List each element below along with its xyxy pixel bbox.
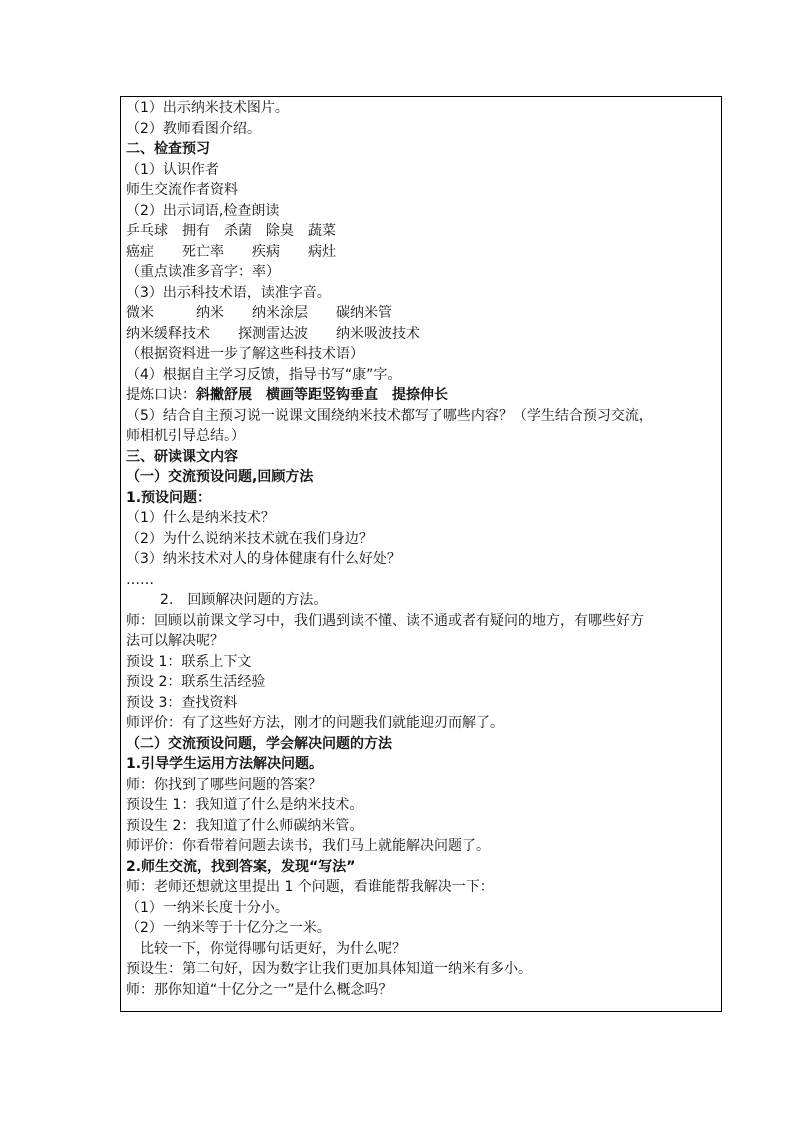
text-line [126,385,720,406]
text-line: 预设生 1：我知道了什么是纳米技术。 [126,797,364,813]
text-line: 预设生：第二句好，因为数字让我们更加具体知道一纳米有多小。 [126,961,532,977]
text-line: （2）出示词语,检查朗读 [126,202,280,219]
text-line-prefix: 提炼口诀： [126,387,196,403]
text-line: （重点读准多音字：率） [126,264,280,280]
text-line: （2）为什么说纳米技术就在我们身边？ [126,530,373,547]
text-line: 师：那你知道“十亿分之一”是什么概念吗？ [126,981,393,998]
text-line: 三、研读课文内容 [126,448,238,465]
text-line: （1）什么是纳米技术？ [126,510,275,526]
text-line: （3）出示科技术语，读准字音。 [126,284,331,301]
text-line: 2. 回顾解决问题的方法。 [160,592,328,608]
text-line: 乒乓球 拥有 杀菌 除臭 蔬菜 [126,223,336,239]
text-line: 1.预设问题： [126,489,212,506]
text-line: （3）纳米技术对人的身体健康有什么好处？ [126,551,401,567]
text-line: （2）一纳米等于十亿分之一米。 [126,920,331,936]
text-line: 预设 2：联系生活经验 [126,674,266,690]
text-line: 师生交流作者资料 [126,182,238,198]
text-line: 师相机引导总结。） [126,428,245,444]
text-line: （1）出示纳米技术图片。 [126,100,289,116]
text-line: 预设 3：查找资料 [126,694,238,711]
text-line: …… [126,571,154,588]
text-line: （2）教师看图介绍。 [126,120,261,137]
text-line: 1.引导学生运用方法解决问题。 [126,756,324,772]
text-line: （4）根据自主学习反馈，指导书写“康”字。 [126,366,402,383]
text-line: 师：你找到了哪些问题的答案？ [126,776,322,793]
lesson-text [126,98,720,1000]
text-line: 法可以解决呢？ [126,633,224,649]
text-line: 微米 纳米 纳米涂层 碳纳米管 [126,305,392,321]
text-line: 预设生 2：我知道了什么师碳纳米管。 [126,817,364,834]
text-line: 2.师生交流，找到答案，发现“写法” [126,858,356,875]
text-line: 师：老师还想就这里提出 1 个问题，看谁能帮我解决一下： [126,879,494,895]
text-line: 二、检查预习 [126,141,210,157]
text-line: （5）结合自主预习说一说课文围绕纳米技术都写了哪些内容？（学生结合预习交流， [126,407,653,424]
text-line: （1）认识作者 [126,161,219,178]
text-line: 师评价：有了这些好方法，刚才的问题我们就能迎刃而解了。 [126,715,504,731]
text-line: （二）交流预设问题，学会解决问题的方法 [126,735,392,752]
text-line: 预设 1：联系上下文 [126,653,252,670]
text-line-emphasis: 斜撇舒展 横画等距竖钩垂直 提捺伸长 [196,387,448,403]
text-line: 师：回顾以前课文学习中，我们遇到读不懂、读不通或者有疑问的地方，有哪些好方 [126,612,644,629]
text-line: 比较一下，你觉得哪句话更好，为什么呢？ [126,940,406,957]
text-line: 癌症 死亡率 疾病 病灶 [126,243,336,260]
text-line: （一）交流预设问题,回顾方法 [126,469,314,485]
text-line: （根据资料进一步了解这些科技术语） [126,346,364,362]
text-line: 纳米缓释技术 探测雷达波 纳米吸波技术 [126,325,420,342]
text-line: 师评价：你看带着问题去读书，我们马上就能解决问题了。 [126,838,490,854]
text-line: （1）一纳米长度十分小。 [126,899,289,916]
